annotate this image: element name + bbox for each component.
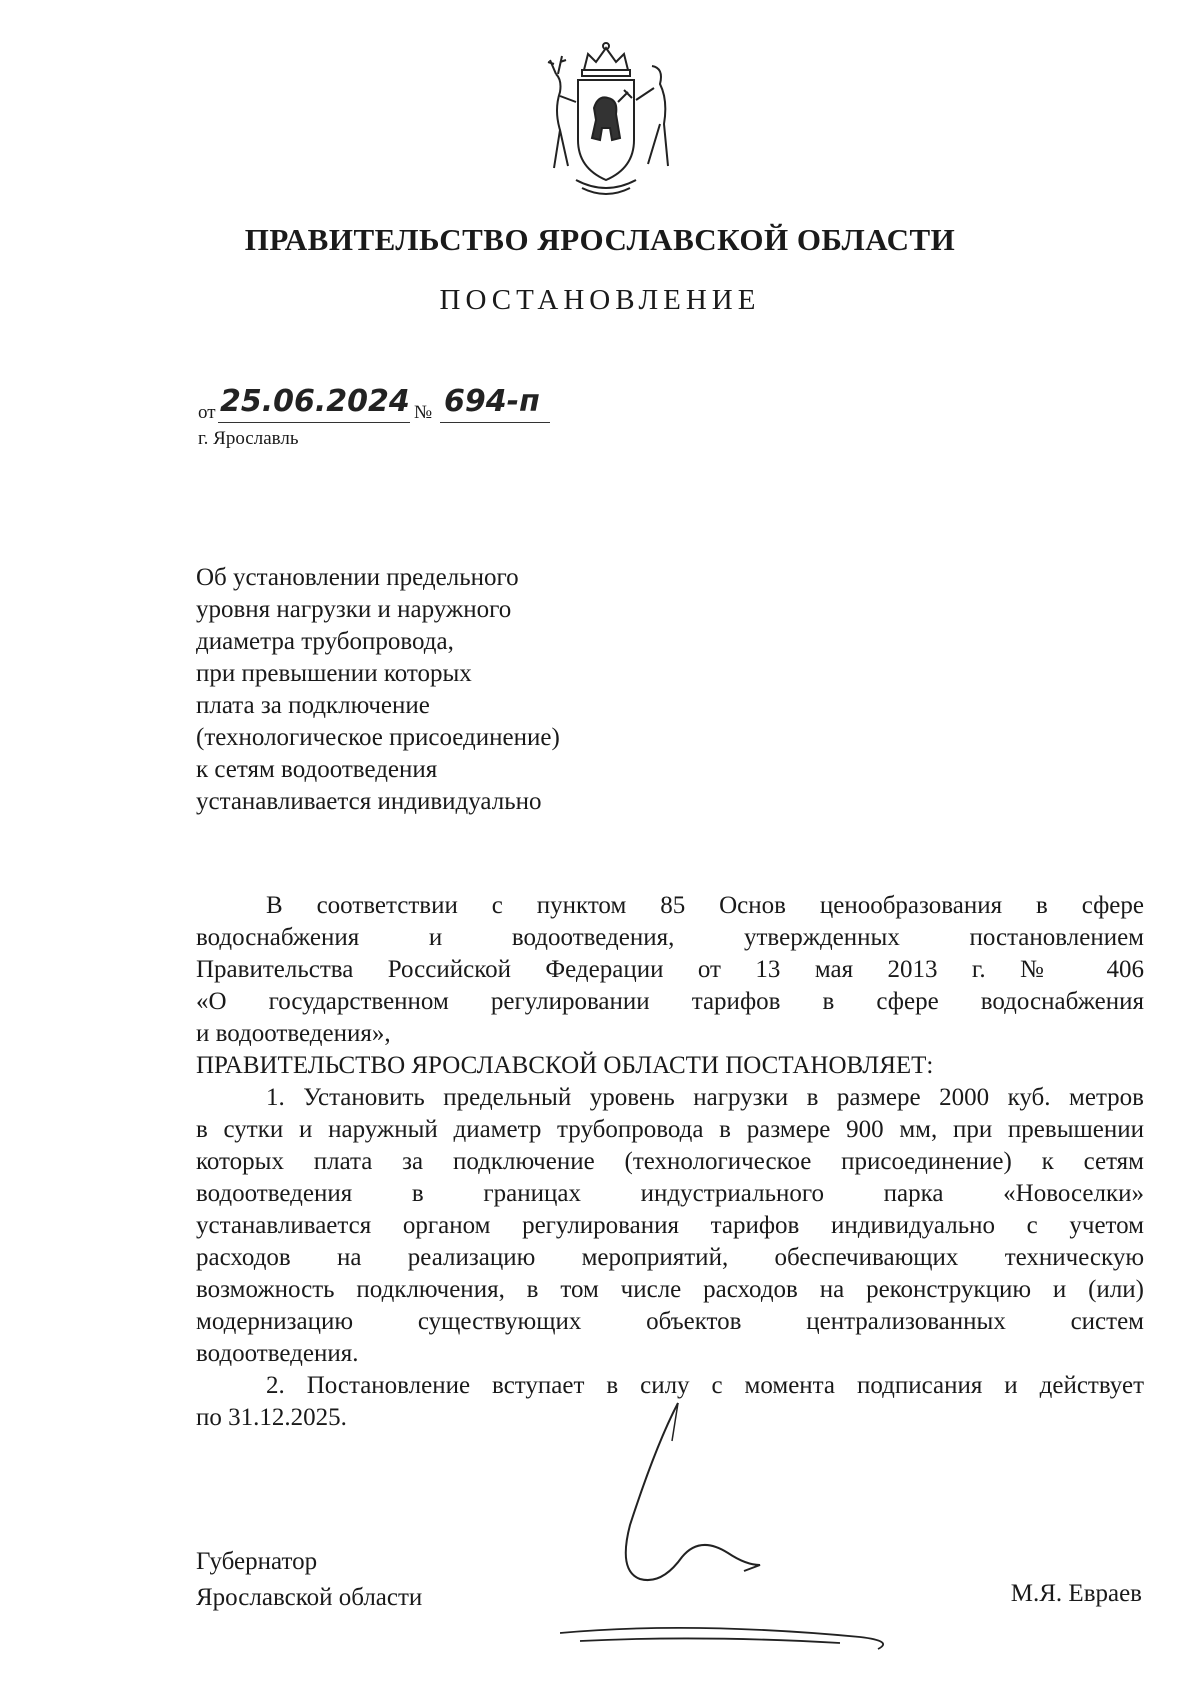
city: г. Ярославль (198, 428, 299, 449)
dateline (198, 384, 598, 430)
preamble-line: «О государственном регулировании тарифов в сфере водоснабжения (196, 988, 1144, 1015)
subject-line: при превышении которых (196, 660, 472, 687)
subject-line: уровня нагрузки и наружного (196, 596, 512, 623)
date-prefix: от (198, 402, 216, 423)
signatory-title (196, 1544, 422, 1616)
item1-line: возможность подключения, в том числе расходов на реконструкцию и (или) (196, 1276, 1144, 1303)
signatory-name: М.Я. Евраев (1010, 1580, 1142, 1607)
item2-line: 2. Постановление вступает в силу с момента подписания и действует (266, 1372, 1144, 1399)
government-title: ПРАВИТЕЛЬСТВО ЯРОСЛАВСКОЙ ОБЛАСТИ (244, 222, 956, 257)
subject-line: (технологическое присоединение) (196, 724, 560, 751)
resolves-heading: ПРАВИТЕЛЬСТВО ЯРОСЛАВСКОЙ ОБЛАСТИ ПОСТАНОВЛЯЕТ: (196, 1052, 934, 1079)
date-underline (218, 422, 410, 423)
handwritten-signature (560, 1385, 980, 1665)
item1-line: водоотведения в границах индустриального парка «Новоселки» (196, 1180, 1144, 1207)
signatory-title-line: Губернатор (196, 1548, 318, 1575)
signatory-title-line: Ярославской области (196, 1584, 423, 1611)
preamble-line: Правительства Российской Федерации от 13 мая 2013 г. № 406 (196, 956, 1144, 983)
item1-line: модернизацию существующих объектов централизованных систем (196, 1308, 1144, 1335)
number-label: № (414, 402, 433, 423)
number-underline (440, 422, 550, 423)
subject-line: Об установлении предельного (196, 564, 519, 591)
coat-of-arms-icon (536, 40, 676, 200)
subject-line: диаметра трубопровода, (196, 628, 454, 655)
subject-line: устанавливается индивидуально (196, 788, 542, 815)
item1-line: в сутки и наружный диаметр трубопровода в размере 900 мм, при превышении (196, 1116, 1144, 1143)
subject-line: плата за подключение (196, 692, 430, 719)
item2-line: по 31.12.2025. (196, 1404, 347, 1431)
document-type: ПОСТАНОВЛЕНИЕ (439, 284, 761, 316)
preamble-line: водоснабжения и водоотведения, утвержденных постановлением (196, 924, 1144, 951)
document-body (196, 890, 1144, 1434)
subject-line: к сетям водоотведения (196, 756, 438, 783)
preamble-line: и водоотведения», (196, 1020, 391, 1047)
handwritten-number: 694-п (444, 384, 540, 419)
item1-line: расходов на реализацию мероприятий, обеспечивающих техническую (196, 1244, 1144, 1271)
handwritten-date: 25.06.2024 (220, 384, 410, 419)
item1-line: которых плата за подключение (технологическое присоединение) к сетям (196, 1148, 1144, 1175)
item1-line: устанавливается органом регулирования тарифов индивидуально с учетом (196, 1212, 1144, 1239)
document-subject (196, 562, 560, 818)
preamble-line: В соответствии с пунктом 85 Основ ценообразования в сфере (266, 892, 1144, 919)
item1-line: водоотведения. (196, 1340, 359, 1367)
item1-line: 1. Установить предельный уровень нагрузки в размере 2000 куб. метров (266, 1084, 1144, 1111)
